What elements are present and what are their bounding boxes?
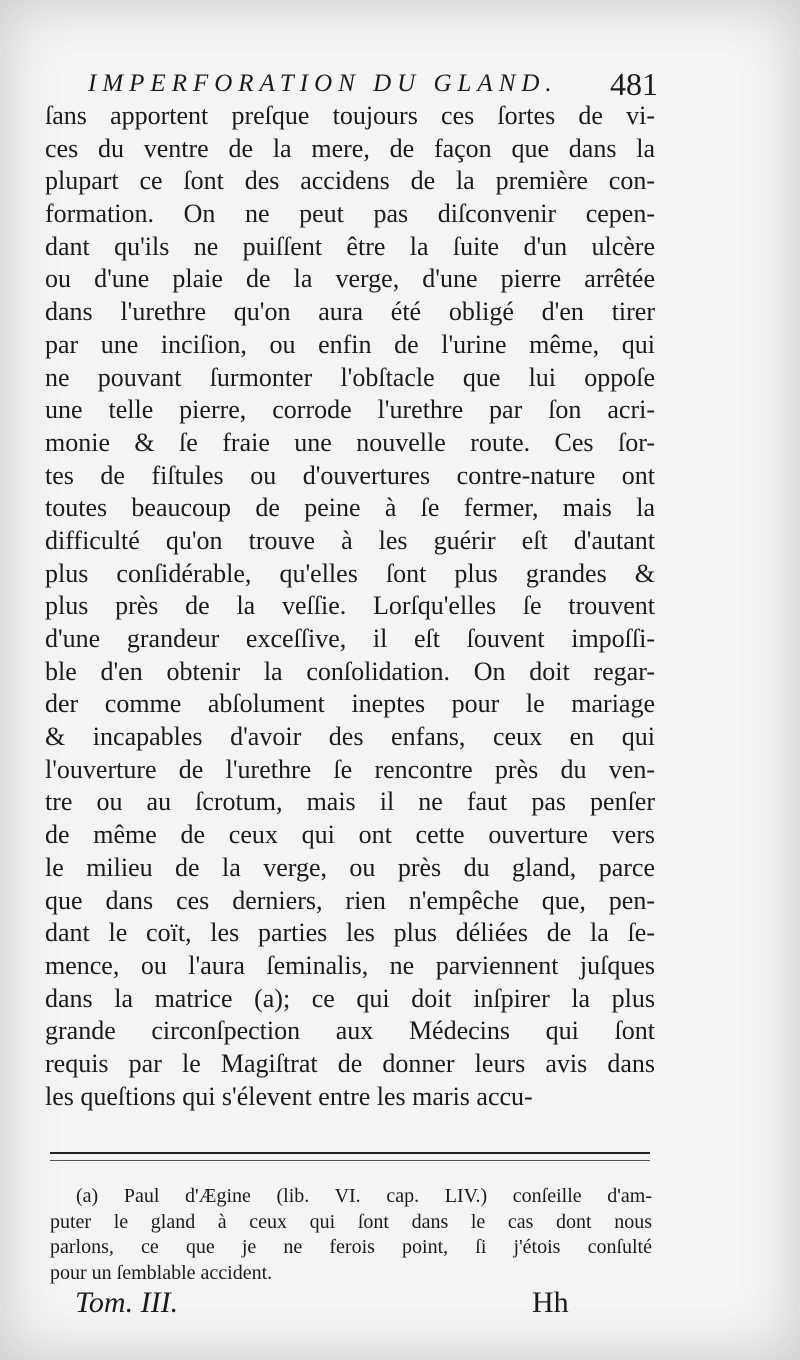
- signature-mark: Hh: [532, 1286, 569, 1319]
- page-number: 481: [610, 66, 658, 102]
- body-line: difficulté qu'on trouve à les guérir eſt d'autant: [45, 525, 655, 555]
- body-line: requis par le Magiſtrat de donner leurs avis dans: [45, 1048, 655, 1078]
- body-line: monie & ſe fraie une nouvelle route. Ces ſor-: [45, 427, 655, 457]
- body-line: l'ouverture de l'urethre ſe rencontre près du ven-: [45, 754, 655, 784]
- footnote-rule: [50, 1152, 650, 1154]
- body-line: tre ou au ſcrotum, mais il ne faut pas penſer: [45, 787, 655, 817]
- footnote-line: (a) Paul d'Ægine (lib. VI. cap. LIV.) conſeille d'am-: [76, 1185, 652, 1207]
- body-line: plupart ce ſont des accidens de la première con-: [45, 166, 655, 196]
- volume-mark: Tom. III.: [75, 1286, 179, 1319]
- body-line: ou d'une plaie de la verge, d'une pierre arrêtée: [45, 264, 655, 294]
- body-line: ces du ventre de la mere, de façon que dans la: [45, 133, 655, 163]
- body-line: dant qu'ils ne puiſſent être la ſuite d'un ulcère: [45, 231, 655, 261]
- footnote: [50, 1184, 652, 1286]
- body-line: ſans apportent preſque toujours ces ſortes de vi-: [45, 101, 655, 130]
- body-line: les queſtions qui s'élevent entre les maris accu-: [45, 1081, 533, 1111]
- body-line: d'une grandeur exceſſive, il eſt ſouvent impoſſi-: [45, 624, 655, 653]
- body-line: toutes beaucoup de peine à ſe fermer, mais la: [45, 493, 655, 523]
- body-line: ble d'en obtenir la conſolidation. On doit regar-: [45, 656, 655, 686]
- body-text: [45, 100, 655, 1113]
- body-line: de même de ceux qui ont cette ouverture vers: [45, 820, 655, 850]
- body-line: mence, ou l'aura ſeminalis, ne parviennent juſques: [45, 950, 655, 980]
- body-line: par une inciſion, ou enfin de l'urine même, qui: [45, 329, 655, 359]
- body-line: plus conſidérable, qu'elles ſont plus grandes &: [45, 558, 655, 588]
- footnote-line: parlons, ce que je ne ferois point, ſi j'étois conſulté: [50, 1236, 652, 1258]
- body-line: tes de fiſtules ou d'ouvertures contre-nature ont: [45, 460, 655, 490]
- body-line: une telle pierre, corrode l'urethre par ſon acri-: [45, 395, 655, 425]
- body-line: plus près de la veſſie. Lorſqu'elles ſe trouvent: [45, 591, 655, 621]
- body-line: grande circonſpection aux Médecins qui ſont: [45, 1016, 655, 1046]
- body-line: der comme abſolument ineptes pour le mariage: [45, 689, 655, 719]
- footnote-rule-thin: [50, 1160, 650, 1161]
- footnote-line: pour un ſemblable accident.: [50, 1261, 273, 1284]
- body-line: le milieu de la verge, ou près du gland, parce: [45, 852, 655, 882]
- body-line: dans la matrice (a); ce qui doit inſpirer la plus: [45, 983, 655, 1013]
- body-line: formation. On ne peut pas diſconvenir cepen-: [45, 199, 655, 229]
- footnote-line: puter le gland à ceux qui ſont dans le cas dont nous: [50, 1210, 652, 1233]
- body-line: dant le coït, les parties les plus déliées de la ſe-: [45, 918, 655, 948]
- body-line: dans l'urethre qu'on aura été obligé d'en tirer: [45, 297, 655, 327]
- body-line: ne pouvant ſurmonter l'obſtacle que lui oppoſe: [45, 362, 655, 392]
- body-line: que dans ces derniers, rien n'empêche que, pen-: [45, 885, 655, 915]
- body-line: & incapables d'avoir des enfans, ceux en qui: [45, 722, 655, 752]
- running-head: IMPERFORATION DU GLAND.: [88, 70, 558, 97]
